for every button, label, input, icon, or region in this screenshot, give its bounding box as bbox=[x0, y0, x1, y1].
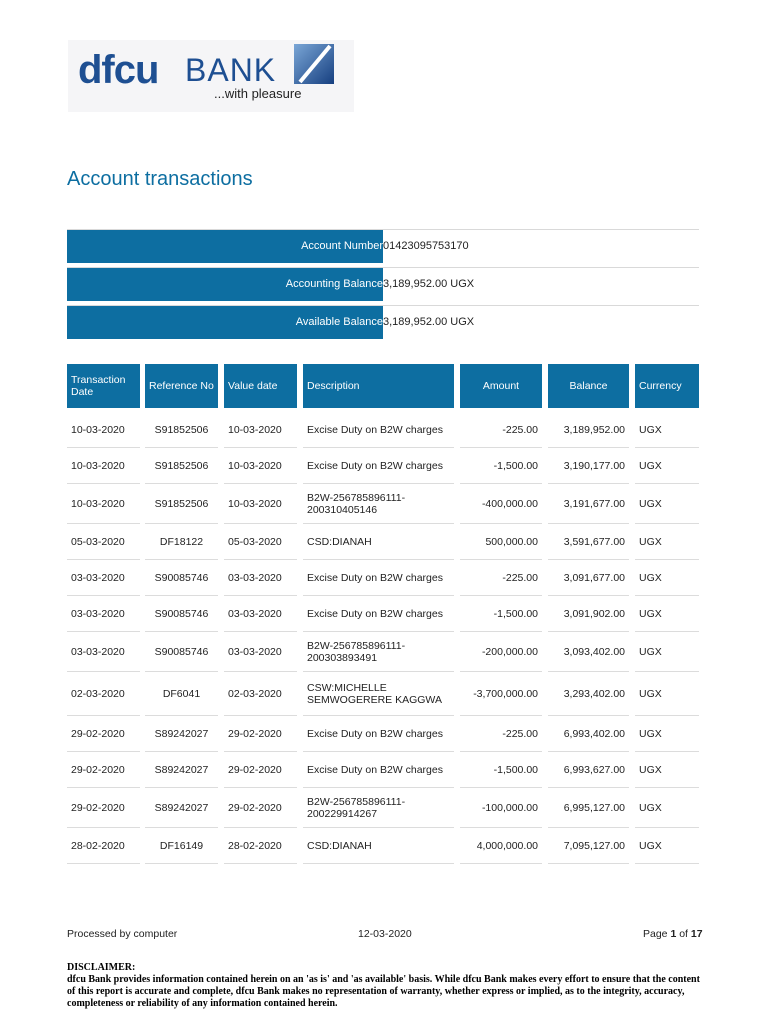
cell-value-date: 02-03-2020 bbox=[224, 672, 297, 716]
cell-value-date: 03-03-2020 bbox=[224, 632, 297, 672]
cell-description: Excise Duty on B2W charges bbox=[303, 716, 454, 752]
cell-value-date: 05-03-2020 bbox=[224, 524, 297, 560]
summary-row-available-balance bbox=[67, 305, 699, 339]
cell-amount: 500,000.00 bbox=[460, 524, 542, 560]
summary-value: 01423095753170 bbox=[383, 240, 469, 252]
cell-value-date: 28-02-2020 bbox=[224, 828, 297, 864]
table-row bbox=[67, 632, 699, 672]
cell-balance: 3,293,402.00 bbox=[548, 672, 629, 716]
cell-reference-no: S90085746 bbox=[145, 560, 218, 596]
transactions-table bbox=[67, 364, 699, 864]
column-header-value-date: Value date bbox=[224, 364, 297, 408]
column-header-balance: Balance bbox=[548, 364, 629, 408]
table-row bbox=[67, 484, 699, 524]
cell-transaction-date: 10-03-2020 bbox=[67, 448, 140, 484]
cell-transaction-date: 03-03-2020 bbox=[67, 596, 140, 632]
cell-currency: UGX bbox=[635, 828, 699, 864]
cell-amount: 4,000,000.00 bbox=[460, 828, 542, 864]
cell-balance: 3,091,677.00 bbox=[548, 560, 629, 596]
footer-page-indicator bbox=[643, 928, 703, 940]
cell-currency: UGX bbox=[635, 560, 699, 596]
summary-row-accounting-balance bbox=[67, 267, 699, 301]
cell-value-date: 03-03-2020 bbox=[224, 560, 297, 596]
cell-description: Excise Duty on B2W charges bbox=[303, 412, 454, 448]
cell-reference-no: S89242027 bbox=[145, 788, 218, 828]
cell-value-date: 10-03-2020 bbox=[224, 448, 297, 484]
disclaimer-heading: DISCLAIMER: bbox=[67, 962, 136, 973]
cell-currency: UGX bbox=[635, 412, 699, 448]
cell-description: Excise Duty on B2W charges bbox=[303, 448, 454, 484]
table-row bbox=[67, 596, 699, 632]
cell-currency: UGX bbox=[635, 716, 699, 752]
cell-reference-no: S91852506 bbox=[145, 412, 218, 448]
cell-description: CSD:DIANAH bbox=[303, 524, 454, 560]
cell-transaction-date: 28-02-2020 bbox=[67, 828, 140, 864]
logo-tagline: ...with pleasure bbox=[214, 86, 302, 101]
cell-reference-no: S90085746 bbox=[145, 596, 218, 632]
table-row bbox=[67, 788, 699, 828]
cell-value-date: 10-03-2020 bbox=[224, 412, 297, 448]
cell-reference-no: S91852506 bbox=[145, 484, 218, 524]
cell-balance: 3,189,952.00 bbox=[548, 412, 629, 448]
table-row bbox=[67, 828, 699, 864]
cell-amount: -400,000.00 bbox=[460, 484, 542, 524]
summary-label: Account Number bbox=[67, 230, 383, 263]
cell-balance: 3,091,902.00 bbox=[548, 596, 629, 632]
disclaimer-text: dfcu Bank provides information contained herein on an 'as is' and 'as available' basis. While dfcu Bank makes every effort to ensure that the content of this report is accurate and complete, dfcu Bank makes no representation of warranty, whether express or implied, as to the integrity, accuracy, completeness or reliability of any information contained herein. bbox=[67, 974, 700, 1009]
cell-description: B2W-256785896111-200303893491 bbox=[303, 632, 454, 672]
page-current: 1 bbox=[670, 928, 677, 940]
table-row bbox=[67, 752, 699, 788]
cell-reference-no: S91852506 bbox=[145, 448, 218, 484]
cell-description: CSW:MICHELLE SEMWOGERERE KAGGWA bbox=[303, 672, 454, 716]
column-header-reference-no: Reference No bbox=[145, 364, 218, 408]
table-row bbox=[67, 524, 699, 560]
cell-value-date: 29-02-2020 bbox=[224, 752, 297, 788]
cell-transaction-date: 05-03-2020 bbox=[67, 524, 140, 560]
cell-transaction-date: 29-02-2020 bbox=[67, 752, 140, 788]
cell-balance: 6,993,402.00 bbox=[548, 716, 629, 752]
cell-description: B2W-256785896111-200310405146 bbox=[303, 484, 454, 524]
page-total: 17 bbox=[690, 928, 703, 940]
logo-brand-secondary: BANK bbox=[185, 52, 277, 88]
cell-amount: -1,500.00 bbox=[460, 752, 542, 788]
disclaimer bbox=[67, 962, 707, 1010]
cell-reference-no: DF16149 bbox=[145, 828, 218, 864]
cell-balance: 6,995,127.00 bbox=[548, 788, 629, 828]
cell-balance: 7,095,127.00 bbox=[548, 828, 629, 864]
cell-value-date: 29-02-2020 bbox=[224, 788, 297, 828]
footer-processed-by: Processed by computer bbox=[67, 928, 178, 940]
cell-transaction-date: 29-02-2020 bbox=[67, 788, 140, 828]
summary-label: Accounting Balance bbox=[67, 268, 383, 301]
cell-transaction-date: 10-03-2020 bbox=[67, 484, 140, 524]
cell-amount: -225.00 bbox=[460, 412, 542, 448]
cell-description: B2W-256785896111-200229914267 bbox=[303, 788, 454, 828]
cell-currency: UGX bbox=[635, 524, 699, 560]
logo-brand-main: dfcu bbox=[78, 48, 159, 92]
cell-reference-no: DF18122 bbox=[145, 524, 218, 560]
cell-balance: 3,190,177.00 bbox=[548, 448, 629, 484]
cell-value-date: 29-02-2020 bbox=[224, 716, 297, 752]
cell-description: Excise Duty on B2W charges bbox=[303, 596, 454, 632]
footer-date: 12-03-2020 bbox=[358, 928, 412, 940]
cell-currency: UGX bbox=[635, 788, 699, 828]
cell-value-date: 10-03-2020 bbox=[224, 484, 297, 524]
cell-amount: -1,500.00 bbox=[460, 596, 542, 632]
column-header-currency: Currency bbox=[635, 364, 699, 408]
summary-value: 3,189,952.00 UGX bbox=[383, 316, 475, 328]
cell-currency: UGX bbox=[635, 484, 699, 524]
table-row bbox=[67, 672, 699, 716]
cell-description: Excise Duty on B2W charges bbox=[303, 560, 454, 596]
cell-reference-no: S90085746 bbox=[145, 632, 218, 672]
cell-amount: -1,500.00 bbox=[460, 448, 542, 484]
cell-reference-no: S89242027 bbox=[145, 752, 218, 788]
cell-currency: UGX bbox=[635, 632, 699, 672]
cell-currency: UGX bbox=[635, 752, 699, 788]
cell-currency: UGX bbox=[635, 672, 699, 716]
cell-reference-no: DF6041 bbox=[145, 672, 218, 716]
table-row bbox=[67, 560, 699, 596]
table-body bbox=[67, 412, 699, 864]
cell-transaction-date: 02-03-2020 bbox=[67, 672, 140, 716]
cell-balance: 6,993,627.00 bbox=[548, 752, 629, 788]
cell-balance: 3,093,402.00 bbox=[548, 632, 629, 672]
cell-description: CSD:DIANAH bbox=[303, 828, 454, 864]
cell-currency: UGX bbox=[635, 596, 699, 632]
cell-transaction-date: 03-03-2020 bbox=[67, 632, 140, 672]
cell-transaction-date: 03-03-2020 bbox=[67, 560, 140, 596]
cell-description: Excise Duty on B2W charges bbox=[303, 752, 454, 788]
table-row bbox=[67, 448, 699, 484]
column-header-amount: Amount bbox=[460, 364, 542, 408]
column-header-description: Description bbox=[303, 364, 454, 408]
cell-transaction-date: 10-03-2020 bbox=[67, 412, 140, 448]
summary-row-account-number bbox=[67, 229, 699, 263]
bank-logo bbox=[68, 40, 354, 112]
cell-amount: -200,000.00 bbox=[460, 632, 542, 672]
page-prefix: Page bbox=[643, 928, 671, 940]
table-row bbox=[67, 716, 699, 752]
column-header-transaction-date: Transaction Date bbox=[67, 364, 140, 408]
cell-amount: -225.00 bbox=[460, 716, 542, 752]
cell-amount: -100,000.00 bbox=[460, 788, 542, 828]
cell-balance: 3,591,677.00 bbox=[548, 524, 629, 560]
logo-mark-icon bbox=[294, 44, 334, 84]
table-row bbox=[67, 412, 699, 448]
page-title: Account transactions bbox=[67, 168, 253, 190]
cell-reference-no: S89242027 bbox=[145, 716, 218, 752]
cell-value-date: 03-03-2020 bbox=[224, 596, 297, 632]
table-header bbox=[67, 364, 699, 408]
cell-amount: -3,700,000.00 bbox=[460, 672, 542, 716]
cell-amount: -225.00 bbox=[460, 560, 542, 596]
summary-value: 3,189,952.00 UGX bbox=[383, 278, 475, 290]
summary-label: Available Balance bbox=[67, 306, 383, 339]
cell-transaction-date: 29-02-2020 bbox=[67, 716, 140, 752]
page-of: of bbox=[676, 928, 691, 940]
cell-balance: 3,191,677.00 bbox=[548, 484, 629, 524]
cell-currency: UGX bbox=[635, 448, 699, 484]
